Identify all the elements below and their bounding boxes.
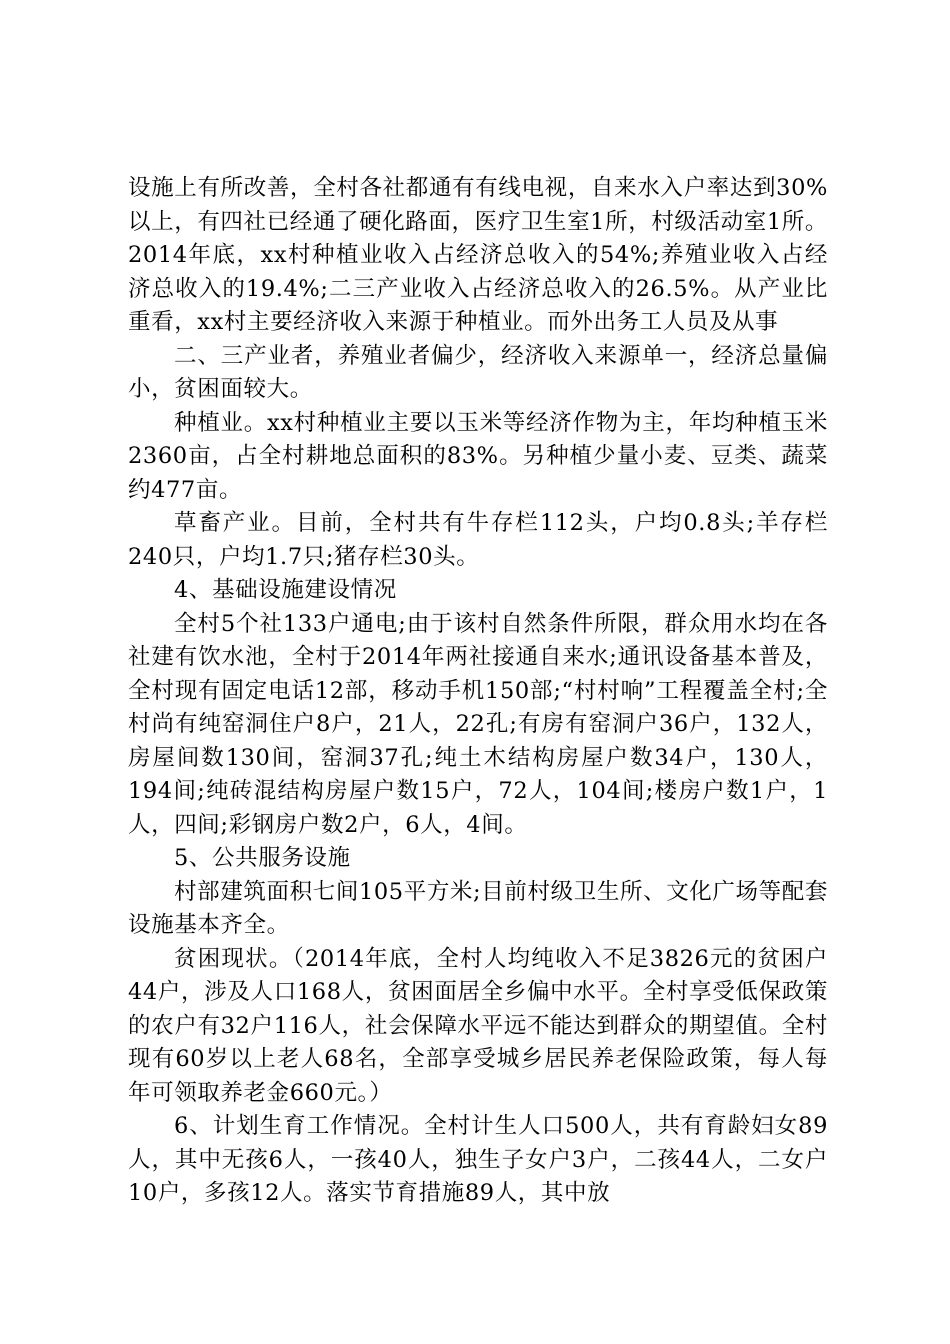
section-heading-public-services: 5、公共服务设施 xyxy=(174,845,351,871)
paragraph-4: 草畜产业。目前，全村共有牛存栏112头，户均0.8头;羊存栏240只，户均1.7只;猪存栏30头。 xyxy=(128,510,828,570)
paragraph-9: 贫困现状。（2014年底，全村人均纯收入不足3826元的贫困户44户，涉及人口168人，贫困面居全乡偏中水平。全村享受低保政策的农户有32户116人，社会保障水平远不能达到群众的期望值。全村现有60岁以上老人68名，全部享受城乡居民养老保险政策，每人每年可领取养老金660元。） xyxy=(128,945,828,1106)
paragraph-2: 二、三产业者，养殖业者偏少，经济收入来源单一，经济总量偏小，贫困面较大。 xyxy=(128,342,828,402)
paragraph-6: 全村5个社133户通电;由于该村自然条件所限，群众用水均在各社建有饮水池，全村于2014年两社接通自来水;通讯设备基本普及，全村现有固定电话12部，移动手机150部;“村村响”工程覆盖全村;全村尚有纯窑洞住户8户，21人，22孔;有房有窑洞户36户，132人，房屋间数130间，窑洞37孔;纯土木结构房屋户数34户，130人，194间;纯砖混结构房屋户数15户，72人，104间;楼房户数1户，1人，四间;彩钢房户数2户，6人，4间。 xyxy=(128,610,828,838)
paragraph-1: 设施上有所改善，全村各社都通有有线电视，自来水入户率达到30%以上，有四社已经通了硬化路面，医疗卫生室1所，村级活动室1所。2014年底，xx村种植业收入占经济总收入的54%;养殖业收入占经济总收入的19.4%;二三产业收入占经济总收入的26.5%。从产业比重看，xx村主要经济收入来源于种植业。而外出务工人员及从事 xyxy=(128,175,828,335)
document-body xyxy=(128,172,828,1211)
paragraph-8: 村部建筑面积七间105平方米;目前村级卫生所、文化广场等配套设施基本齐全。 xyxy=(128,878,828,938)
section-heading-infrastructure: 4、基础设施建设情况 xyxy=(174,577,397,603)
paragraph-3: 种植业。xx村种植业主要以玉米等经济作物为主，年均种植玉米2360亩，占全村耕地总面积的83%。另种植少量小麦、豆类、蔬菜约477亩。 xyxy=(128,409,828,503)
paragraph-10: 6、计划生育工作情况。全村计生人口500人，共有育龄妇女89人，其中无孩6人，一孩40人，独生子女户3户，二孩44人，二女户10户，多孩12人。落实节育措施89人，其中放 xyxy=(128,1113,828,1206)
